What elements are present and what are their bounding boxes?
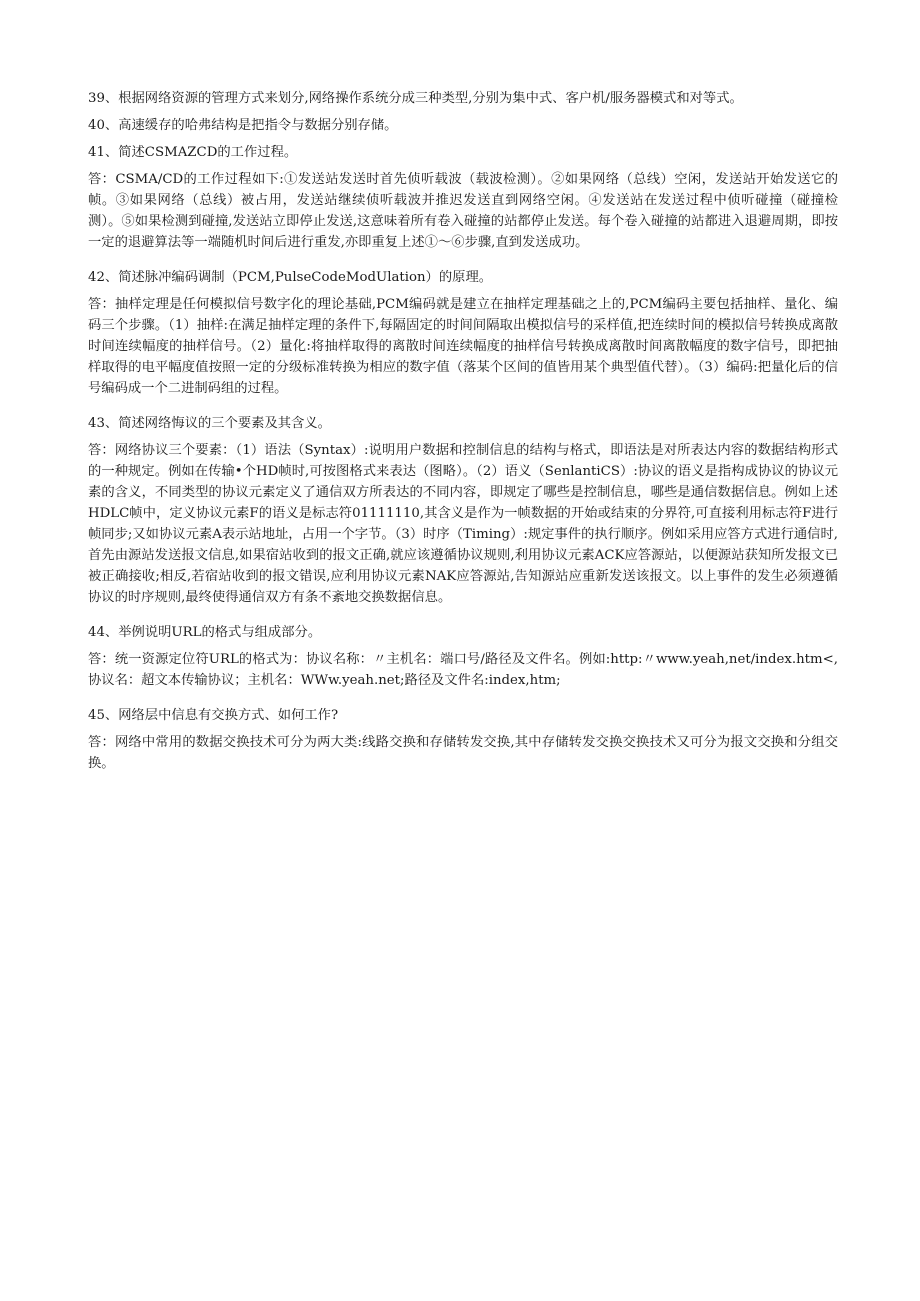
answer-41: 答：CSMA/CD的工作过程如下:①发送站发送时首先侦听载波（载波检测）。②如果网络（总线）空闲，发送站开始发送它的帧。③如果网络（总线）被占用，发送站继续侦听载波并推迟发送直到网络空闲。④发送站在发送过程中侦听碰撞（碰撞检测）。⑤如果检测到碰撞,发送站立即停止发送,这意味着所有卷入碰撞的站都停止发送。每个卷入碰撞的站都进入退避周期，即按一定的退避算法等一端随机时间后进行重发,亦即重复上述①〜⑥步骤,直到发送成功。 — [88, 172, 838, 250]
answer-43: 答：网络协议三个要素：（1）语法（Syntax）:说明用户数据和控制信息的结构与格式，即语法是对所表达内容的数据结构形式的一种规定。例如在传输•个HD帧时,可按图格式来表达（图略）。（2）语义（SenlantiCS）:协议的语义是指构成协议的协议元素的含义，不同类型的协议元素定义了通信双方所表达的不同内容，即规定了哪些是控制信息，哪些是通信数据信息。例如上述HDLC帧中，定义协议元素F的语义是标志符01111110,其含义是作为一帧数据的开始或结束的分界符,可直接利用标志符F进行帧同步;又如协议元素A表示站地址，占用一个字节。（3）时序（Timing）:规定事件的执行顺序。例如采用应答方式进行通信时,首先由源站发送报文信息,如果宿站收到的报文正确,就应该遵循协议规则,利用协议元素ACK应答源站，以便源站获知所发报文已被正确接收;相反,若宿站收到的报文错误,应利用协议元素NAK应答源站,告知源站应重新发送该报文。以上事件的发生必须遵循协议的时序规则,最终使得通信双方有条不紊地交换数据信息。 — [88, 443, 838, 605]
question-45: 45、网络层中信息有交换方式、如何工作? — [88, 708, 339, 723]
question-43: 43、简述网络悔议的三个要素及其含义。 — [88, 416, 331, 431]
question-40: 40、高速缓存的哈弗结构是把指令与数据分别存储。 — [88, 118, 398, 133]
question-44: 44、举例说明URL的格式与组成部分。 — [88, 625, 322, 640]
question-41: 41、简述CSMAZCD的工作过程。 — [88, 145, 298, 160]
answer-44: 答：统一资源定位符URL的格式为：协议名称：〃主机名：端口号/路径及文件名。例如:http:〃www.yeah,net/index.htm<,协议名：超文本传输协议；主机名：WWw.yeah.net;路径及文件名:index,htm; — [88, 652, 838, 688]
question-42: 42、简述脉冲编码调制（PCM,PulseCodeModUlation）的原理。 — [88, 270, 493, 285]
answer-42: 答：抽样定理是任何模拟信号数字化的理论基础,PCM编码就是建立在抽样定理基础之上的,PCM编码主要包括抽样、量化、编码三个步骤。（1）抽样:在满足抽样定理的条件下,每隔固定的时间间隔取出模拟信号的采样值,把连续时间的模拟信号转换成离散时间连续幅度的抽样信号。（2）量化:将抽样取得的离散时间连续幅度的抽样信号转换成离散时间离散幅度的数字信号，即把抽样取得的电平幅度值按照一定的分级标准转换为相应的数字值（落某个区间的值皆用某个典型值代替）。（3）编码:把量化后的信号编码成一个二进制码组的过程。 — [88, 297, 838, 396]
document-page — [88, 88, 838, 774]
question-39: 39、根据网络资源的管理方式来划分,网络操作系统分成三种类型,分别为集中式、客户机/服务器模式和对等式。 — [88, 91, 743, 106]
answer-45: 答：网络中常用的数据交换技术可分为两大类:线路交换和存储转发交换,其中存储转发交换交换技术又可分为报文交换和分组交换。 — [88, 735, 838, 771]
